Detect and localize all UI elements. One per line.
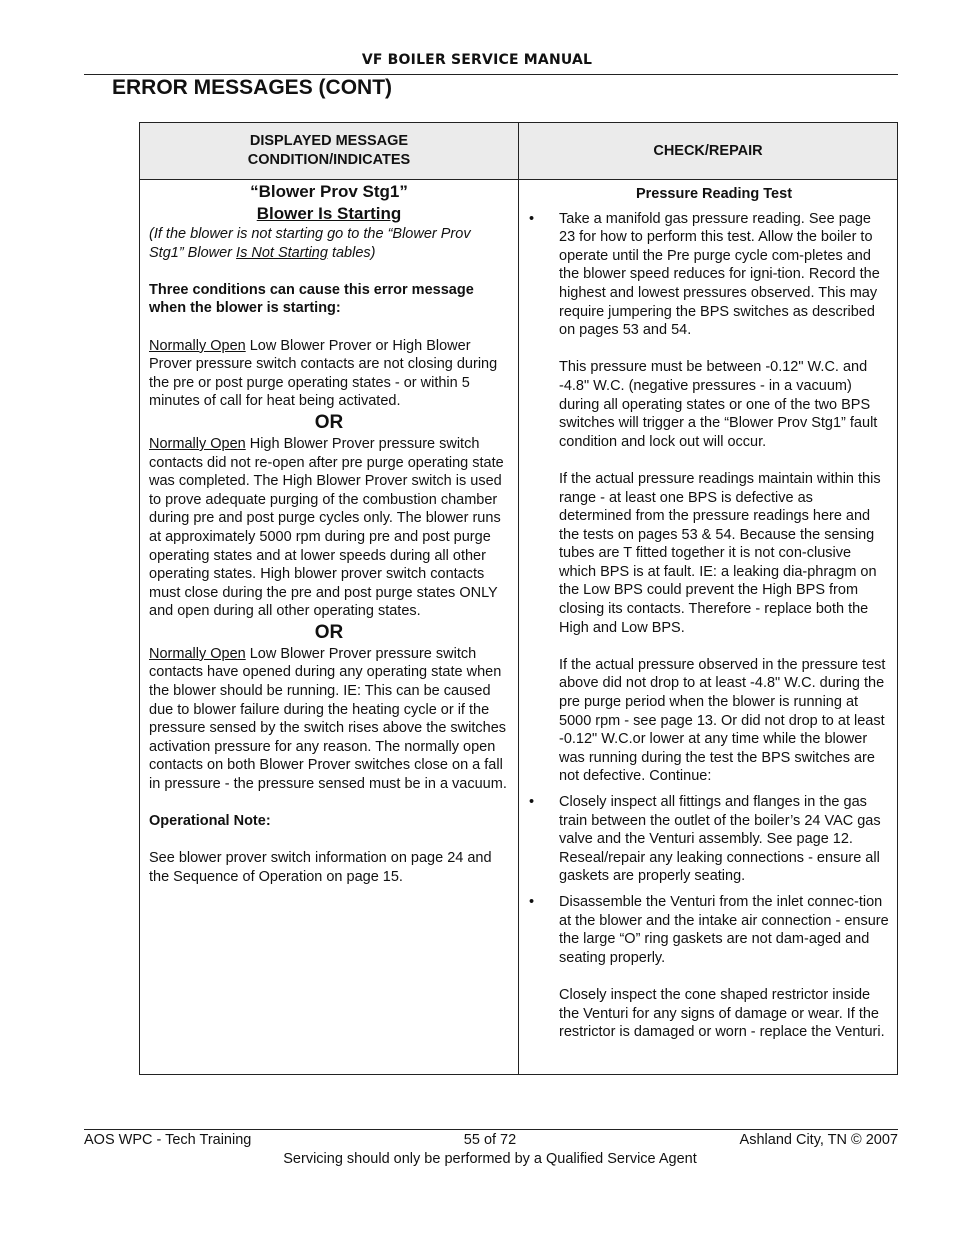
manual-header: VF BOILER SERVICE MANUAL bbox=[361, 52, 593, 68]
venturi-restrictor-note: Closely inspect the cone shaped restrictor inside the Venturi for any signs of damage or wear. If the restrictor is damaged or worn - replace the Venturi. bbox=[559, 986, 885, 1041]
bullet-icon: • bbox=[529, 794, 535, 810]
header-rule bbox=[84, 74, 898, 75]
column-divider bbox=[518, 123, 519, 1074]
page-title: ERROR MESSAGES (CONT) bbox=[112, 76, 393, 99]
step-text: Disassemble the Venturi from the inlet connec-tion at the blower and the intake air connection - ensure the large “O” ring gaskets are not dam-aged and seating properly. bbox=[559, 893, 889, 966]
redirect-note-a: (If the blower is not starting go to the “Blower Prov Stg1” Blower bbox=[149, 226, 471, 261]
condition-1-text: Low Blower Prover or High Blower Prover pressure switch contacts are not closing during the pre or post purge operating states - or within 5 minutes of call for heat being activated. bbox=[149, 337, 498, 410]
col-header-check-repair: CHECK/REPAIR bbox=[653, 142, 763, 159]
footer-right: Ashland City, TN © 2007 bbox=[739, 1132, 898, 1148]
operational-note-heading: Operational Note: bbox=[149, 813, 271, 830]
error-table bbox=[139, 122, 898, 1075]
list-item bbox=[529, 210, 889, 340]
redirect-note bbox=[149, 225, 509, 262]
test-heading: Pressure Reading Test bbox=[635, 186, 793, 202]
footer-left: AOS WPC - Tech Training bbox=[84, 1132, 252, 1148]
not-defective-note: If the actual pressure observed in the pressure test above did not drop to at least -4.8" W.C. during the pre purge period when the blower is running at 5000 rpm - see page 13. Or did not drop to at least -0.12" W.C.or lower at any time while the blower was running during the test the BPS switches are not defective. Continue: bbox=[559, 656, 886, 785]
pressure-range-note: This pressure must be between -0.12" W.C. and -4.8" W.C. (negative pressures - in a vacuum) during all operating states or one of the two BPS switches will trigger a the “Blower Prov Stg1” fault condition and lock out will occur. bbox=[559, 359, 878, 450]
condition-1 bbox=[149, 337, 509, 411]
step-text: Closely inspect all fittings and flanges in the gas train between the outlet of the boiler’s 24 VAC gas valve and the Venturi assembly. See page 12. Reseal/repair any leaking connections - ensure all gaskets are properly seating. bbox=[559, 794, 881, 885]
col-header-condition-line1: DISPLAYED MESSAGE bbox=[249, 133, 409, 149]
bullet-icon: • bbox=[529, 893, 535, 910]
col-header-condition-line2: CONDITION/INDICATES bbox=[247, 152, 411, 168]
or-separator: OR bbox=[314, 621, 344, 643]
operational-note: See blower prover switch information on page 24 and the Sequence of Operation on page 15. bbox=[149, 850, 492, 885]
footer-notice: Servicing should only be performed by a Qualified Service Agent bbox=[283, 1151, 697, 1167]
redirect-note-b: tables) bbox=[327, 244, 376, 261]
normally-open-label: Normally Open bbox=[149, 337, 246, 354]
list-item bbox=[529, 893, 889, 967]
page-number: 55 of 72 bbox=[463, 1132, 517, 1148]
list-item bbox=[529, 793, 889, 886]
condition-cell bbox=[149, 181, 509, 887]
step-text: Take a manifold gas pressure reading. See page 23 for how to perform this test. Allow the boiler to operate until the Pre purge cycle com-pletes and the blower speed reduces for igni-tion. Record the highest and lowest pressures observed. This may require jumpering the BPS switches as described on pages 53 and 54. bbox=[559, 210, 880, 339]
or-separator: OR bbox=[314, 411, 344, 433]
bullet-icon: • bbox=[529, 210, 535, 227]
check-repair-cell bbox=[529, 181, 889, 1042]
col-header-condition bbox=[140, 123, 518, 179]
footer-rule bbox=[84, 1129, 898, 1130]
condition-2 bbox=[149, 435, 509, 621]
conditions-heading: Three conditions can cause this error message when the blower is starting: bbox=[149, 281, 474, 317]
defective-bps-note: If the actual pressure readings maintain within this range - at least one BPS is defective as determined from the pressure readings here and the tests on pages 53 & 54. Because the sensing tubes are T fitted together it is not con-clusive which BPS is at fault. IE: a leaking dia-phragm on the Low BPS could prevent the High BPS from closing its contacts. Therefore - replace both the High and Low BPS. bbox=[559, 470, 881, 636]
error-message: “Blower Prov Stg1” bbox=[250, 182, 408, 201]
error-subtitle: Blower Is Starting bbox=[256, 204, 402, 223]
normally-open-label: Normally Open bbox=[149, 645, 246, 662]
redirect-note-link: Is Not Starting bbox=[236, 244, 328, 261]
normally-open-label: Normally Open bbox=[149, 435, 246, 452]
condition-2-text: High Blower Prover pressure switch contacts did not re-open after pre purge operating state was completed. The High Blower Prover switch is used to prove adequate purging of the combustion chamber during pre and post purge cycles only. The blower runs at approximately 5000 rpm during pre and post purge operating states and at lower speeds during all other operating states. High blower prover switch contacts must close during the pre and post purge states ONLY and open during all other operating states. bbox=[149, 435, 504, 620]
condition-3-text: Low Blower Prover pressure switch contacts have opened during any operating state when the blower should be running. IE: This can be caused due to blower failure during the heating cycle or if the pressure sensed by the switch rises above the switches activation pressure for any reason. The normally open contacts on both Blower Prover switches close on a fall in pressure - the pressure sensed must be in a vacuum. bbox=[149, 645, 507, 793]
condition-3 bbox=[149, 645, 509, 794]
